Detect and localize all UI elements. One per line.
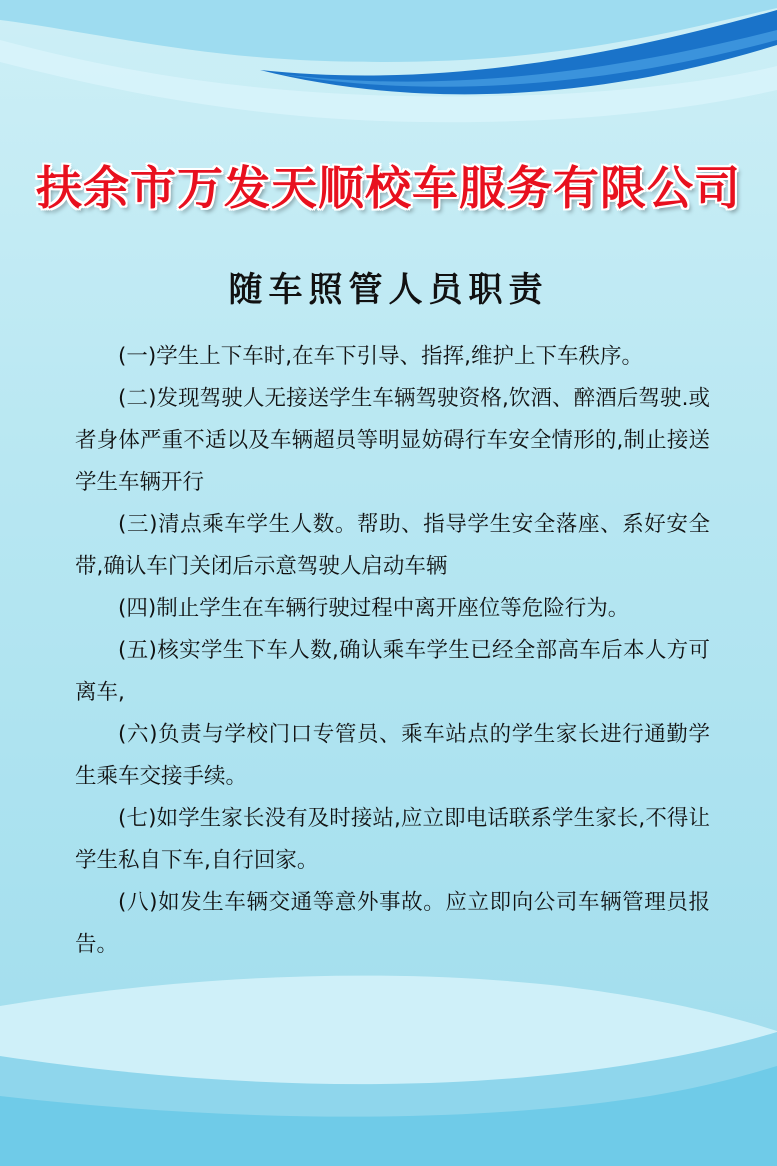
- duty-item: (四)制止学生在车辆行驶过程中离开座位等危险行为。: [118, 596, 630, 621]
- company-title: 扶余市万发天顺校车服务有限公司: [36, 161, 741, 215]
- bottom-wave-decoration: [0, 936, 777, 1166]
- poster-subtitle: 随车照管人员职责: [228, 270, 549, 310]
- duty-item: (五)核实学生下车人数,确认乘车学生已经全部高车后本人方可离车,: [75, 638, 710, 705]
- duty-item: (二)发现驾驶人无接送学生车辆驾驶资格,饮酒、醉酒后驾驶.或者身体严重不适以及车辆超员等明显妨碍行车安全情形的,制止接送学生车辆开行: [75, 386, 710, 495]
- top-wave-decoration: [0, 0, 777, 150]
- duty-item: (六)负责与学校门口专管员、乘车站点的学生家长进行通勤学生乘车交接手续。: [75, 722, 710, 789]
- duties-list: [75, 336, 710, 966]
- duty-item: (七)如学生家长没有及时接站,应立即电话联系学生家长,不得让学生私自下车,自行回家。: [75, 806, 710, 873]
- duty-item: (八)如发生车辆交通等意外事故。应立即向公司车辆管理员报告。: [75, 890, 710, 957]
- duty-item: (三)清点乘车学生人数。帮助、指导学生安全落座、系好安全带,确认车门关闭后示意驾驶人启动车辆: [75, 512, 710, 579]
- duty-item: (一)学生上下车时,在车下引导、指挥,维护上下车秩序。: [118, 344, 643, 369]
